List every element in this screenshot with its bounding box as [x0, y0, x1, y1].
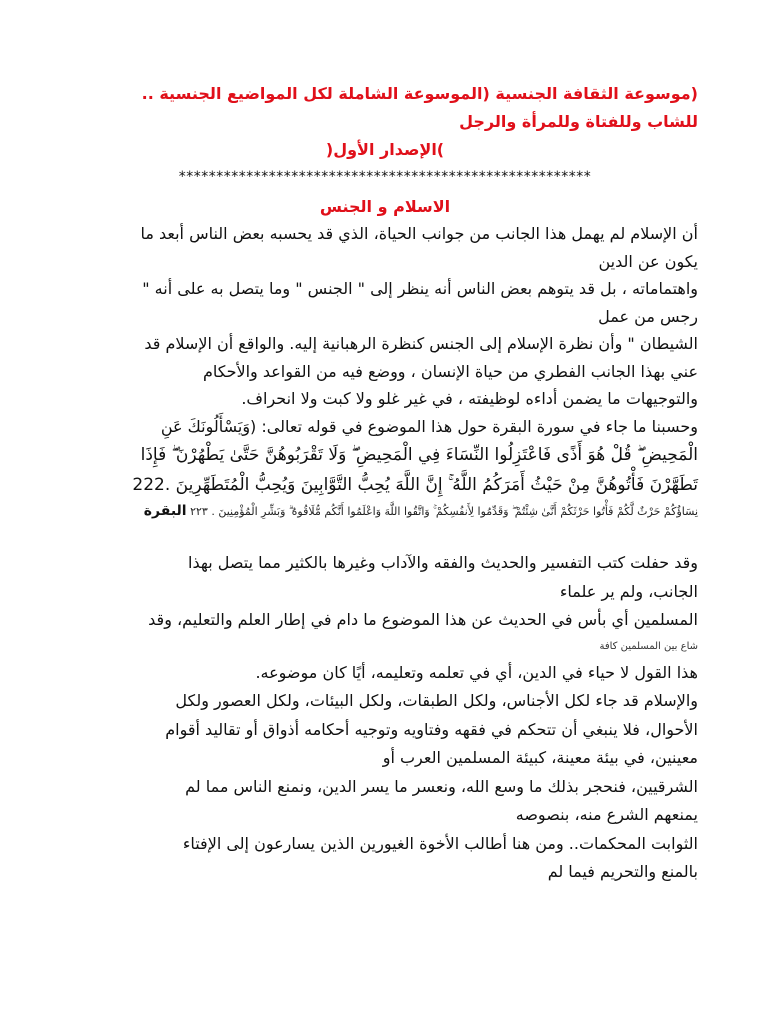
text-line: هذا القول لا حياء في الدين، أي في تعلمه وتعليمه، أيًا كان موضوعه. — [255, 662, 698, 682]
text-line: والتوجيهات ما يضمن أداءه لوظيفته ، في غير غلو ولا كبت ولا انحراف. — [241, 389, 698, 408]
text-line: أن الإسلام لم يهمل هذا الجانب من جوانب الحياة، الذي قد يحسبه بعض الناس أبعد ما — [140, 224, 698, 243]
text-line: رجس من عمل — [598, 306, 698, 326]
text-line: الأحوال، فلا ينبغي أن تتحكم في فقهه وفتاويه وتوجيه أحكامه أذواق أو تقاليد أقوام — [165, 719, 698, 739]
document-title-line-2: للشاب وللفتاة وللمرأة والرجل — [459, 112, 698, 131]
spacer — [72, 523, 698, 549]
paragraph-1 — [72, 220, 698, 440]
paragraph-3 — [72, 659, 698, 887]
text-line: واهتماماته ، بل قد يتوهم بعض الناس أنه ينظر إلى " الجنس " وما يتصل به على أنه " — [142, 279, 698, 298]
text-line: بالمنع والتحريم فيما لم — [547, 862, 698, 881]
separator-line: ******************************************************* — [178, 169, 592, 185]
verse-223-line — [72, 500, 698, 523]
verse-line: الْمَحِيضِ ۖ قُلْ هُوَ أَذًى فَاعْتَزِلُوا النِّسَاءَ فِي الْمَحِيضِ ۖ وَلَا تَقْرَبُوهُنَّ حَتَّىٰ يَطْهُرْنَ ۖ فَإِذَا — [140, 445, 698, 465]
text-line: الجانب، ولم ير علماء — [559, 581, 698, 601]
sura-name: البقرة — [143, 503, 187, 519]
text-line: وقد حفلت كتب التفسير والحديث والفقه والآداب وغيرها بالكثير مما يتصل بهذا — [188, 553, 698, 572]
text-line: والإسلام قد جاء لكل الأجناس، ولكل الطبقات، ولكل البيئات، ولكل العصور ولكل — [175, 691, 698, 710]
text-line: يمنعهم الشرع منه، بنصوصه — [515, 805, 698, 824]
text-line: يكون عن الدين — [598, 251, 698, 271]
text-line: معينين، في بيئة معينة، كبيئة المسلمين العرب أو — [382, 748, 698, 767]
text-line: عني بهذا الجانب الفطري من حياة الإنسان ، ووضع فيه من القواعد والأحكام — [202, 361, 698, 381]
verse-line: تَطَهَّرْنَ فَأْتُوهُنَّ مِنْ حَيْثُ أَمَرَكُمُ اللَّهُ ۚ إِنَّ اللَّهَ يُحِبُّ التَّوَّابِينَ وَيُحِبُّ الْمُتَطَهِّرِينَ .222 — [132, 475, 698, 495]
text-line: وحسبنا ما جاء في سورة البقرة حول هذا الموضوع في قوله تعالى: (وَيَسْأَلُونَكَ عَنِ — [160, 416, 698, 436]
small-print-line: شاع بين المسلمين كافة — [599, 640, 698, 652]
document-page — [72, 80, 698, 887]
text-line: الثوابت المحكمات.. ومن هنا أطالب الأخوة الغيورين الذين يسارعون إلى الإفتاء — [182, 833, 698, 853]
text-line: المسلمين أي بأس في الحديث عن هذا الموضوع ما دام في إطار العلم والتعليم، وقد — [148, 610, 698, 629]
paragraph-2 — [72, 549, 698, 635]
section-heading: الاسلام و الجنس — [319, 197, 451, 216]
text-line: الشيطان " وأن نظرة الإسلام إلى الجنس كنظرة الرهبانية إليه. والواقع أن الإسلام قد — [144, 334, 698, 353]
text-line: الشرقيين، فنحجر بذلك ما وسع الله، ونعسر ما يسر الدين، ونمنع الناس مما لم — [185, 776, 698, 796]
document-edition: )الإصدار الأول( — [325, 140, 445, 159]
verse-223-text: نِسَاؤُكُمْ حَرْثٌ لَّكُمْ فَأْتُوا حَرْثَكُمْ أَنَّىٰ شِئْتُمْ ۖ وَقَدِّمُوا لِأَنفُسِكُمْ ۚ وَاتَّقُوا اللَّهَ وَاعْلَمُوا أَنَّكُم مُّلَاقُوهُ ۗ وَبَشِّرِ الْمُؤْمِنِينَ . ٢٢٣ — [190, 505, 698, 518]
document-title-line-1: (موسوعة الثقافة الجنسية (الموسوعة الشاملة لكل المواضيع الجنسية .. — [141, 84, 698, 103]
quran-verse-block — [72, 440, 698, 523]
